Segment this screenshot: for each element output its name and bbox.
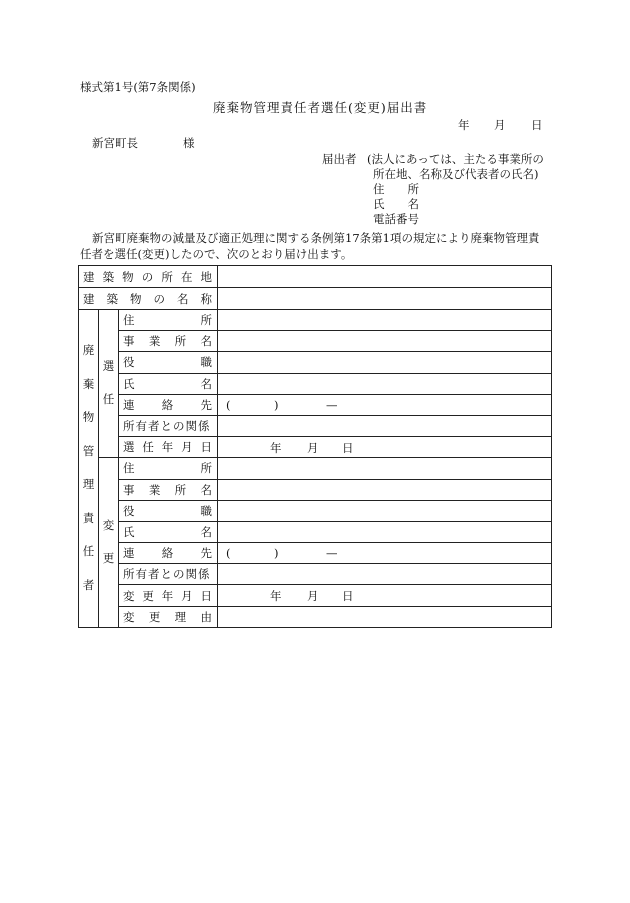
appoint-name-value[interactable] bbox=[218, 373, 552, 394]
table-row bbox=[79, 437, 552, 458]
change-relation-value[interactable] bbox=[218, 564, 552, 585]
vertical-char: 変 bbox=[102, 517, 115, 532]
phone-dash: — bbox=[326, 546, 338, 561]
table-row bbox=[79, 288, 552, 310]
change-name-label: 氏名 bbox=[119, 521, 218, 542]
phone-dash: — bbox=[326, 397, 338, 412]
change-date-day: 日 bbox=[342, 589, 354, 604]
change-date-value[interactable] bbox=[218, 585, 552, 606]
vertical-char: 管 bbox=[82, 443, 95, 458]
notification-table bbox=[78, 265, 552, 628]
change-group-label bbox=[99, 458, 119, 628]
appoint-date-year: 年 bbox=[270, 441, 282, 456]
appoint-relation-label: 所有者との関係 bbox=[119, 415, 218, 436]
vertical-char: 理 bbox=[82, 477, 95, 492]
building-name-label: 建築物の名称 bbox=[79, 288, 218, 310]
table-row bbox=[79, 500, 552, 521]
vertical-char: 任 bbox=[102, 392, 115, 407]
body-text-line2: 任者を選任(変更)したので、次のとおり届け出ます。 bbox=[80, 247, 353, 261]
manager-group-label bbox=[79, 310, 99, 628]
building-location-label: 建築物の所在地 bbox=[79, 266, 218, 288]
change-office-value[interactable] bbox=[218, 479, 552, 500]
building-location-value[interactable] bbox=[218, 266, 552, 288]
appoint-date-value[interactable] bbox=[218, 437, 552, 458]
addressee-honorific: 様 bbox=[183, 136, 195, 150]
appoint-contact-label: 連絡先 bbox=[119, 394, 218, 415]
appoint-position-label: 役職 bbox=[119, 352, 218, 373]
notifier-phone-label: 電話番号 bbox=[373, 212, 419, 226]
vertical-char: 者 bbox=[82, 577, 95, 592]
change-date-month: 月 bbox=[307, 589, 319, 604]
table-row bbox=[79, 606, 552, 627]
table-row bbox=[79, 415, 552, 436]
date-day-label: 日 bbox=[531, 118, 543, 132]
table-row bbox=[79, 394, 552, 415]
phone-open-paren: ( bbox=[226, 546, 231, 561]
vertical-char: 更 bbox=[102, 551, 115, 566]
change-contact-value[interactable] bbox=[218, 543, 552, 564]
table-row bbox=[79, 564, 552, 585]
form-number: 様式第1号(第7条関係) bbox=[80, 80, 196, 94]
change-date-year: 年 bbox=[270, 589, 282, 604]
appoint-office-value[interactable] bbox=[218, 331, 552, 352]
date-year-label: 年 bbox=[458, 118, 470, 132]
phone-close-paren: ) bbox=[274, 397, 279, 412]
change-office-label: 事業所名 bbox=[119, 479, 218, 500]
appoint-name-label: 氏名 bbox=[119, 373, 218, 394]
manager-group-text bbox=[83, 345, 95, 591]
appoint-date-month: 月 bbox=[307, 441, 319, 456]
notifier-name-label: 氏 名 bbox=[373, 197, 419, 211]
change-reason-label: 変更理由 bbox=[119, 606, 218, 627]
table-row bbox=[79, 373, 552, 394]
table-row bbox=[79, 585, 552, 606]
table-row bbox=[79, 266, 552, 288]
appoint-date-day: 日 bbox=[342, 441, 354, 456]
change-position-label: 役職 bbox=[119, 500, 218, 521]
change-relation-label: 所有者との関係 bbox=[119, 564, 218, 585]
notifier-address-label: 住 所 bbox=[373, 182, 419, 196]
appoint-group-label bbox=[99, 310, 119, 458]
table-row bbox=[79, 521, 552, 542]
table-row bbox=[79, 458, 552, 479]
change-name-value[interactable] bbox=[218, 521, 552, 542]
vertical-char: 廃 bbox=[82, 343, 95, 358]
change-group-text bbox=[102, 517, 115, 566]
table-row bbox=[79, 352, 552, 373]
date-month-label: 月 bbox=[494, 118, 506, 132]
building-name-value[interactable] bbox=[218, 288, 552, 310]
vertical-char: 棄 bbox=[82, 376, 95, 391]
body-text-line1: 新宮町廃棄物の減量及び適正処理に関する条例第17条第1項の規定により廃棄物管理責 bbox=[92, 231, 540, 245]
phone-close-paren: ) bbox=[274, 546, 279, 561]
table-row bbox=[79, 543, 552, 564]
appoint-address-label: 住所 bbox=[119, 310, 218, 331]
change-contact-label: 連絡先 bbox=[119, 543, 218, 564]
table-row bbox=[79, 310, 552, 331]
appoint-group-text bbox=[102, 358, 115, 407]
change-address-label: 住所 bbox=[119, 458, 218, 479]
vertical-char: 選 bbox=[102, 358, 115, 373]
appoint-relation-value[interactable] bbox=[218, 415, 552, 436]
change-date-label: 変更年月日 bbox=[119, 585, 218, 606]
appoint-contact-value[interactable] bbox=[218, 394, 552, 415]
notifier-note-line1: (法人にあっては、主たる事業所の bbox=[367, 152, 544, 166]
appoint-position-value[interactable] bbox=[218, 352, 552, 373]
table-row bbox=[79, 331, 552, 352]
appoint-address-value[interactable] bbox=[218, 310, 552, 331]
change-position-value[interactable] bbox=[218, 500, 552, 521]
vertical-char: 物 bbox=[82, 410, 95, 425]
addressee-office: 新宮町長 bbox=[92, 136, 138, 150]
notifier-note-line2: 所在地、名称及び代表者の氏名) bbox=[373, 167, 539, 181]
change-address-value[interactable] bbox=[218, 458, 552, 479]
vertical-char: 任 bbox=[82, 544, 95, 559]
notifier-label: 届出者 bbox=[322, 152, 357, 166]
change-reason-value[interactable] bbox=[218, 606, 552, 627]
phone-open-paren: ( bbox=[226, 397, 231, 412]
appoint-date-label: 選任年月日 bbox=[119, 437, 218, 458]
table-row bbox=[79, 479, 552, 500]
document-title: 廃棄物管理責任者選任(変更)届出書 bbox=[213, 100, 428, 115]
appoint-office-label: 事業所名 bbox=[119, 331, 218, 352]
vertical-char: 責 bbox=[82, 510, 95, 525]
